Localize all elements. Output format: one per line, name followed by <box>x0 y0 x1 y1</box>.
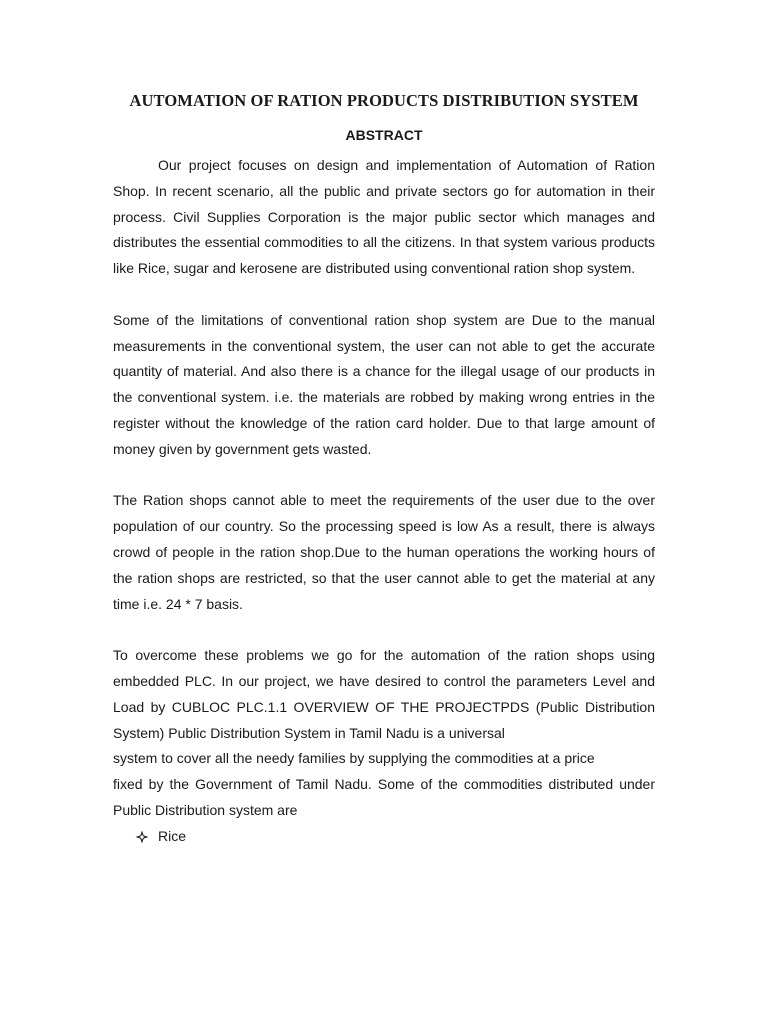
document-page <box>113 88 655 850</box>
paragraph-overcome: To overcome these problems we go for the automation of the ration shops using embedded PLC. In our project, we have desired to control the parameters Level and Load by CUBLOC PLC.1.1 OVERVIEW OF THE PROJECTPDS (Public Distribution System) Public Distribution System in Tamil Nadu is a universal <box>113 647 655 741</box>
abstract-heading: ABSTRACT <box>345 127 423 143</box>
paragraph-limitations: Some of the limitations of conventional ration shop system are Due to the manual measurements in the conventional system, the user can not able to get the accurate quantity of material. And also there is a chance for the illegal usage of our products in the conventional system. i.e. the materials are robbed by making wrong entries in the register without the knowledge of the ration card holder. Due to that large amount of money given by government gets wasted. <box>113 311 655 457</box>
commodities-list <box>113 824 655 850</box>
document-title: AUTOMATION OF RATION PRODUCTS DISTRIBUTION SYSTEM <box>129 91 639 110</box>
abstract-body <box>113 153 655 850</box>
paragraph-ration-shops: The Ration shops cannot able to meet the requirements of the user due to the over population of our country. So the processing speed is low As a result, there is always crowd of people in the ration shop.Due to the human operations the working hours of the ration shops are restricted, so that the user cannot able to get the material at any time i.e. 24 * 7 basis. <box>113 492 655 612</box>
paragraph-intro: Our project focuses on design and implementation of Automation of Ration Shop. In recent scenario, all the public and private sectors go for automation in their process. Civil Supplies Corporation is the major public sector which manages and distributes the essential commodities to all the citizens. In that system various products like Rice, sugar and kerosene are distributed using conventional ration shop system. <box>113 157 655 277</box>
paragraph-overcome-end: fixed by the Government of Tamil Nadu. Some of the commodities distributed under Public Distribution system are <box>113 776 655 818</box>
list-item-label: Rice <box>158 827 187 844</box>
list-item <box>135 824 655 850</box>
diamond-bullet-icon <box>135 830 149 844</box>
paragraph-overcome-line: system to cover all the needy families by supplying the commodities at a price <box>113 750 595 767</box>
